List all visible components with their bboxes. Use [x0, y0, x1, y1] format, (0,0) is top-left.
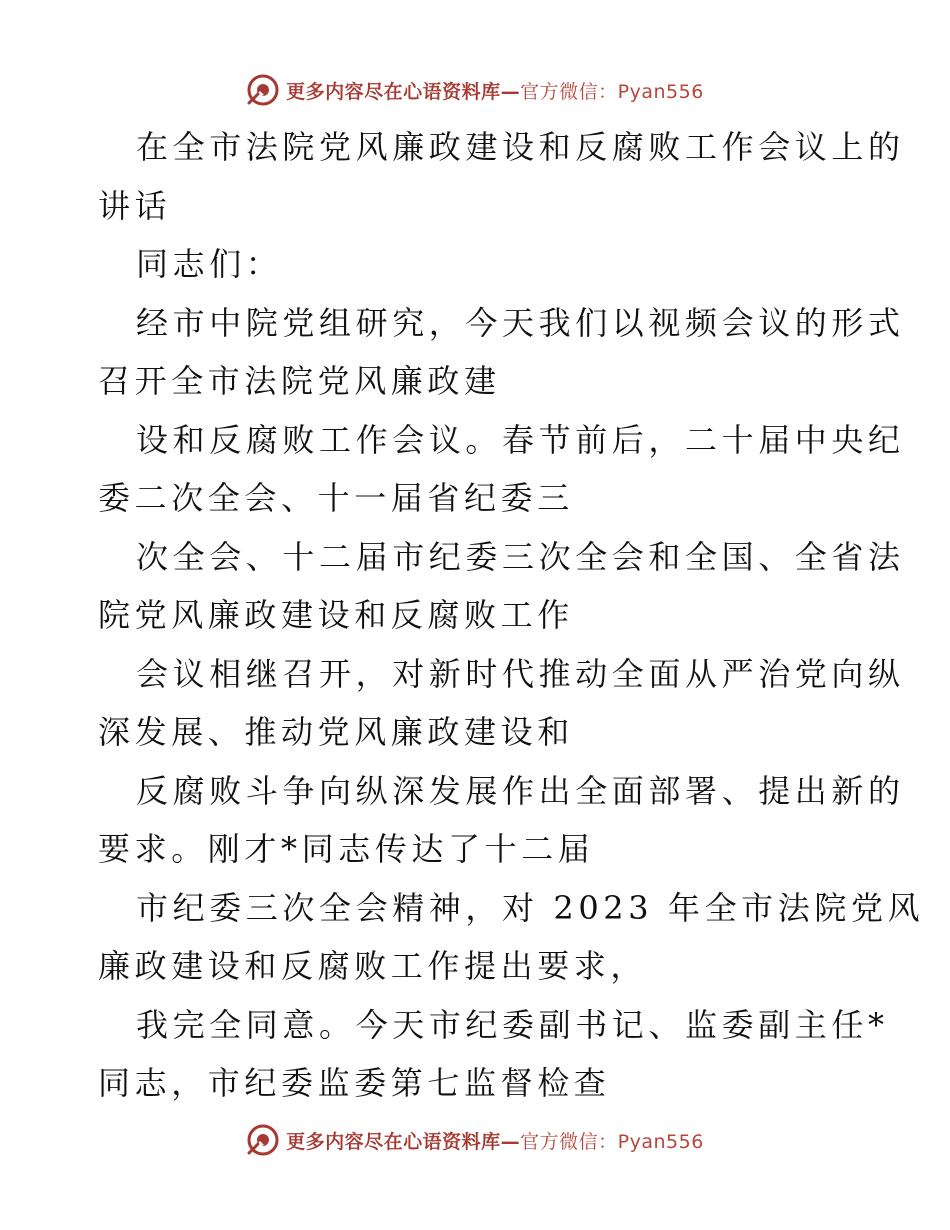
paragraph-line: 委二次全会、十一届省纪委三 — [98, 479, 574, 517]
paragraph-line: 同志，市纪委监委第七监督检查 — [98, 1064, 611, 1102]
header-banner-text — [286, 77, 704, 104]
paragraph-line: 召开全市法院党风廉政建 — [98, 362, 501, 400]
paragraph-line: 设和反腐败工作会议。春节前后，二十届中央纪 — [136, 420, 905, 459]
title-line-2: 讲话 — [98, 186, 172, 225]
footer-banner-text — [286, 1127, 704, 1154]
paragraph-line: 经市中院党组研究，今天我们以视频会议的形式 — [136, 303, 905, 342]
footer-separator: — — [500, 1130, 521, 1153]
paragraph-line: 我完全同意。今天市纪委副书记、监委副主任* — [136, 1005, 889, 1044]
paragraph-line: 市纪委三次全会精神，对 2023 年全市法院党风 — [136, 888, 925, 927]
header-separator: — — [500, 80, 521, 103]
header-site-text: 更多内容尽在心语资料库 — [286, 80, 501, 103]
paragraph-line: 次全会、十二届市纪委三次全会和全国、全省法 — [136, 537, 905, 576]
header-wechat-text: 官方微信：Pyan556 — [520, 80, 704, 103]
logo-icon — [246, 1123, 280, 1157]
paragraph-line: 要求。刚才*同志传达了十二届 — [98, 830, 595, 868]
footer-banner — [0, 1120, 950, 1160]
title-line-1: 在全市法院党风廉政建设和反腐败工作会议上的 — [136, 128, 905, 166]
paragraph-line: 反腐败斗争向纵深发展作出全面部署、提出新的 — [136, 771, 905, 810]
logo-icon — [246, 73, 280, 107]
paragraph-line: 深发展、推动党风廉政建设和 — [98, 713, 574, 751]
header-banner — [0, 70, 950, 110]
salutation: 同志们： — [136, 245, 283, 283]
footer-site-text: 更多内容尽在心语资料库 — [286, 1130, 501, 1153]
paragraph-line: 廉政建设和反腐败工作提出要求， — [98, 947, 648, 985]
document-body — [98, 118, 925, 1113]
paragraph-line: 院党风廉政建设和反腐败工作 — [98, 596, 574, 634]
footer-wechat-text: 官方微信：Pyan556 — [520, 1130, 704, 1153]
paragraph-line: 会议相继召开，对新时代推动全面从严治党向纵 — [136, 654, 905, 693]
